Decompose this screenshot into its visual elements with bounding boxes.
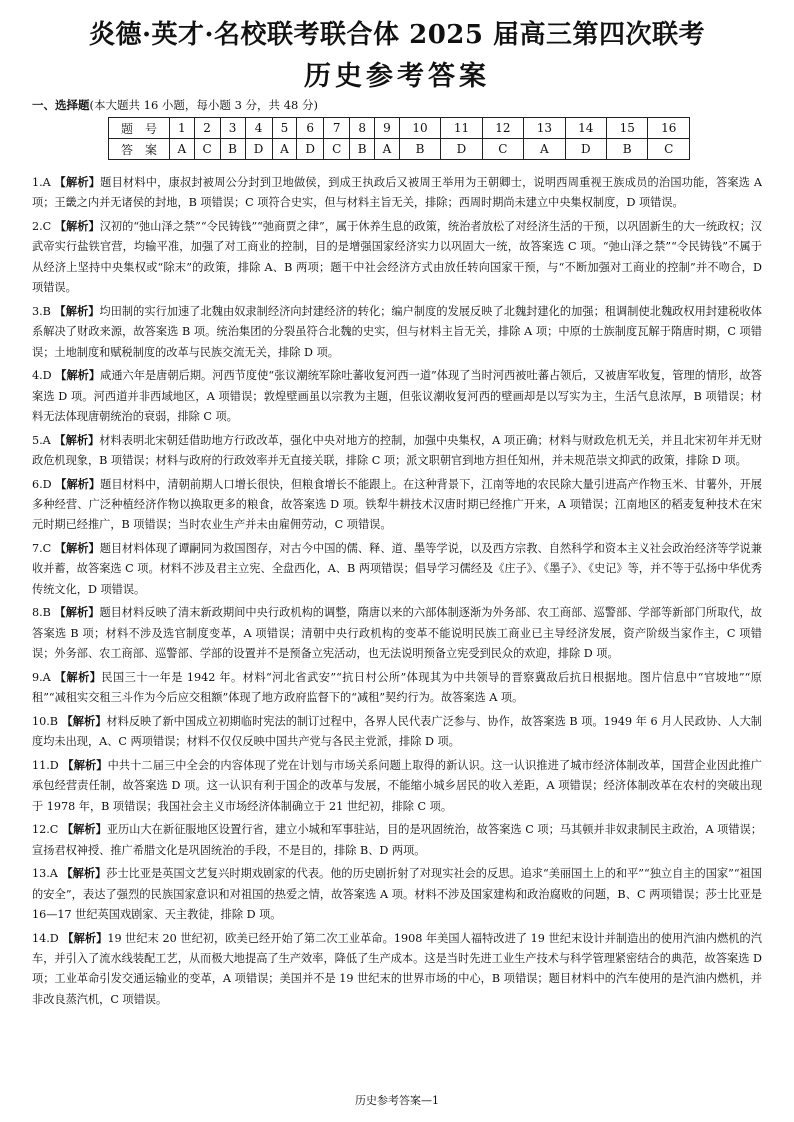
explanation-text: 汉初的“弛山泽之禁”“令民铸钱”“弛商贾之律”，属于休养生息的政策，统治者放松了对经济生活的干预，以巩固新生的大一统政权；汉武帝实行盐铁官营，均输平准，加强了对工商业的控制，目的是增强国家经济实力以巩固大一统，故答案选 C 项。“弛山泽之禁”“令民铸钱”不属于从经济上坚持中央集权或“除末”的政策，排除 A、B 两项；题干中社会经济方式由放任转向国家干预，与“不断加强对工商业的控制”并不吻合，D 项错误。: [32, 220, 762, 295]
explanation-item: [32, 819, 762, 861]
answer-cell: B: [399, 139, 440, 160]
explanation-item: [32, 667, 762, 709]
explanation-text: 材料反映了新中国成立初期临时宪法的制订过程中，各界人民代表广泛参与、协作，故答案选 B 项。1949 年 6 月人民政协、人大制度均未出现，A、C 两项错误；材料不仅仅反映中国共产党与各民主党派，排除 D 项。: [32, 714, 762, 749]
answer-table-number-row: [109, 118, 690, 139]
answer-table-answer-row: [109, 139, 690, 160]
question-number-cell: 3: [220, 118, 245, 139]
explanation-tag: 【解析】: [54, 669, 102, 684]
answer-cell: B: [606, 139, 647, 160]
explanation-text: 题目材料中，康叔封被周公分封到卫地做侯，到成王执政后又被周王举用为王朝卿士，说明西周重视王族成员的治国功能，答案选 A 项；王畿之内并无诸侯的封地，B 项错误；C 项符合史实，但与材料主旨无关，排除；西周时期尚未建立中央集权制度，D 项错误。: [32, 176, 762, 210]
question-number-cell: 2: [194, 118, 220, 139]
explanation-answer-number: 1.A: [32, 176, 51, 189]
explanation-item: [32, 755, 762, 817]
explanation-tag: 【解析】: [54, 175, 101, 189]
explanation-item: [32, 430, 762, 472]
question-number-cell: 15: [606, 118, 647, 139]
explanation-item: [32, 928, 762, 1011]
explanation-item: [32, 301, 762, 363]
answer-table-number-label: 题号: [109, 118, 170, 139]
document-subtitle: 历史参考答案: [304, 61, 490, 92]
answer-cell: B: [220, 139, 245, 160]
question-number-cell: 1: [170, 118, 195, 139]
explanation-tag: 【解析】: [54, 432, 100, 447]
answer-cell: D: [441, 139, 482, 160]
explanation-text: 民国三十一年是 1942 年。材料“河北省武安”“抗日村公所”体现其为中共领导的晋察冀敌后抗日根据地。图片信息中“官坡地”“原租”“减租实交租三斗作为今后应交租额”体现了地方政府监督下的“减租”契约行为。故答案选 A 项。: [32, 670, 762, 705]
explanation-text: 莎士比亚是英国文艺复兴时期戏剧家的代表。他的历史剧折射了对现实社会的反思。追求“美丽国土上的和平”“独立自主的国家”“祖国的安全”，表达了强烈的民族国家意识和对祖国的热爱之情，故答案选 A 项。材料不涉及国家建构和政治腐败的问题，B、C 两项错误；莎士比亚是 16—17 世纪英国戏剧家、天主教徒，排除 D 项。: [32, 867, 762, 922]
explanation-answer-number: 7.C: [32, 542, 52, 556]
answer-cell: C: [194, 139, 220, 160]
question-number-cell: 10: [399, 118, 440, 139]
answer-cell: A: [170, 139, 195, 160]
explanation-item: [32, 365, 762, 427]
explanation-item: [32, 172, 762, 214]
answer-cell: D: [565, 139, 606, 160]
page-footer: 历史参考答案—1: [355, 1094, 439, 1107]
answer-table-answer-label: 答案: [109, 139, 170, 160]
explanation-text: 19 世纪末 20 世纪初，欧美已经开始了第二次工业革命。1908 年美国人福特改进了 19 世纪末设计并制造出的使用汽油内燃机的汽车，并引入了流水线装配工艺，从而极大地提高了生产效率，降低了生产成本。这是当时先进工业生产技术与科学管理紧密结合的典范，故答案选 D 项；工业革命引发交通运输业的变革，A 项错误；美国并不是 19 世纪末的世界市场的中心，B 项错误；题目材料中的汽车使用的是汽油内燃机，并非改良蒸汽机，C 项错误。: [32, 931, 762, 1006]
section-heading-note: (本大题共 16 小题，每小题 3 分，共 48 分): [89, 98, 318, 112]
explanation-item: [32, 602, 762, 664]
explanation-tag: 【解析】: [54, 605, 100, 620]
answer-cell: B: [350, 139, 375, 160]
explanation-answer-number: 3.B: [32, 304, 51, 318]
answer-table: [108, 117, 690, 160]
answer-cell: A: [272, 139, 297, 160]
explanation-text: 题目材料反映了清末新政期间中央行政机构的调整，隋唐以来的六部体制逐渐为外务部、农工商部、巡警部、学部等新部门所取代，故答案选 B 项；材料不涉及选官制度变革，A 项错误；清朝中央行政机构的变革不能说明民族工商业已主导经济发展，资产阶级当家作主，C 项错误；外务部、农工商部、巡警部、学部的设置并不是预备立宪活动，也无法说明预备立宪受到民众的欢迎，排除 D 项。: [32, 606, 762, 661]
explanation-tag: 【解析】: [62, 930, 108, 945]
answer-cell: A: [375, 139, 400, 160]
explanation-tag: 【解析】: [61, 822, 107, 837]
explanation-answer-number: 14.D: [32, 931, 59, 945]
explanation-tag: 【解析】: [55, 476, 101, 491]
question-number-cell: 5: [272, 118, 297, 139]
explanation-tag: 【解析】: [54, 303, 100, 318]
explanation-answer-number: 4.D: [32, 369, 52, 383]
explanation-item: [32, 216, 762, 299]
section-heading-label: 一、选择题: [32, 98, 90, 112]
explanation-text: 均田制的实行加速了北魏由奴隶制经济向封建经济的转化；编户制度的发展反映了北魏封建化的加强；租调制使北魏政权用封建税收体系解决了财政来源，故答案选 B 项。统治集团的分裂虽符合北魏的史实，但与材料主旨无关，排除 A 项；中原的士族制度瓦解于隋唐时期，C 项错误；土地制度和赋税制度的改革与民族交流无关，排除 D 项。: [32, 304, 762, 359]
question-number-cell: 13: [524, 118, 565, 139]
explanation-tag: 【解析】: [61, 713, 107, 728]
explanation-text: 亚历山大在新征服地区设置行省，建立小城和军事驻站，目的是巩固统治，故答案选 C 项；马其顿并非奴隶制民主政治，A 项错误；宣扬君权神授、推广希腊文化是巩固统治的手段，不是目的，排除 B、D 两项。: [32, 823, 763, 857]
explanation-tag: 【解析】: [54, 541, 100, 556]
explanation-answer-number: 13.A: [32, 867, 58, 881]
explanation-text: 材料表明北宋朝廷借助地方行政改革，强化中央对地方的控制，加强中央集权，A 项正确；材料与财政危机无关，并且北宋初年并无财政危机现象，B 项错误；材料与政府的行政效率并无直接关联，排除 C 项；派文职朝官到地方担任知州，并未规范崇文抑武的政策，排除 D 项。: [32, 433, 762, 468]
question-number-cell: 6: [297, 118, 324, 139]
answer-cell: C: [482, 139, 523, 160]
question-number-cell: 4: [245, 118, 272, 139]
explanation-answer-number: 11.D: [32, 758, 59, 772]
section-heading: [32, 97, 318, 113]
explanation-answer-number: 2.C: [32, 220, 52, 233]
explanation-text: 题目材料体现了谭嗣同为救国图存，对古今中国的儒、释、道、墨等学说，以及西方宗教、自然科学和资本主义社会政治经济等学说兼收并蓄，故答案选 C 项。材料不涉及君主立宪、全盘西化，A、B 两项错误；倡导学习儒经及《庄子》、《墨子》、《史记》等，并不等于弘扬中华优秀传统文化，D 项错误。: [32, 542, 762, 596]
question-number-cell: 12: [482, 118, 523, 139]
explanation-tag: 【解析】: [55, 368, 101, 383]
explanation-tag: 【解析】: [54, 219, 100, 233]
explanation-answer-number: 8.B: [32, 606, 51, 620]
answer-cell: C: [648, 139, 690, 160]
explanation-answer-number: 5.A: [32, 433, 51, 447]
answer-cell: A: [524, 139, 565, 160]
answer-cell: D: [245, 139, 272, 160]
explanation-item: [32, 711, 762, 753]
question-number-cell: 8: [350, 118, 375, 139]
exam-title: 炎德·英才·名校联考联合体 2025 届高三第四次联考: [88, 20, 706, 50]
question-number-cell: 16: [648, 118, 690, 139]
explanation-answer-number: 9.A: [32, 670, 51, 684]
answer-cell: C: [324, 139, 350, 160]
explanation-item: [32, 474, 762, 536]
explanation-answer-number: 10.B: [32, 714, 59, 728]
question-number-cell: 14: [565, 118, 606, 139]
explanation-item: [32, 538, 762, 600]
explanation-text: 题目材料中，清朝前期人口增长很快，但粮食增长不能跟上。在这种背景下，江南等地的农民除大量引进高产作物玉米、甘薯外，开展多种经营、广泛种植经济作物以换取更多的粮食，故答案选 D 项。铁犁牛耕技术汉唐时期已经推广开来，A 项错误；江南地区的稻麦复种技术在宋元时期已经推广，B 项错误；当时农业生产并未由雇佣劳动，C 项错误。: [32, 477, 762, 532]
question-number-cell: 11: [441, 118, 482, 139]
answer-cell: D: [297, 139, 324, 160]
explanation-answer-number: 12.C: [32, 823, 59, 837]
explanation-tag: 【解析】: [62, 757, 108, 772]
explanation-text: 中共十二届三中全会的内容体现了党在计划与市场关系问题上取得的新认识。这一认识推进了城市经济体制改革，国营企业因此推广承包经营责任制，故答案选 D 项。这一认识有利于国企的改革与发展，不能缩小城乡居民的收入差距，A 项错误；经济体制改革在农村的突破出现于 1978 年，B 项错误；我国社会主义市场经济体制确立于 21 世纪初，排除 C 项。: [32, 758, 762, 813]
explanation-tag: 【解析】: [61, 866, 107, 881]
explanation-list: [32, 172, 762, 1012]
explanation-answer-number: 6.D: [32, 477, 52, 491]
question-number-cell: 7: [324, 118, 350, 139]
question-number-cell: 9: [375, 118, 400, 139]
explanation-item: [32, 863, 762, 925]
explanation-text: 咸通六年是唐朝后期。河西节度使“张议潮统军除吐蕃收复河西一道”体现了当时河西被吐蕃占领后，又被唐军收复，管理的情形，故答案选 D 项。河西道并非西域地区，A 项错误；敦煌壁画虽以宗教为主题，但张议潮收复河西的壁画却是以写实为主，生活气息浓厚，B 项错误；材料无法体现唐朝统治的衰弱，排除 C 项。: [32, 369, 762, 424]
